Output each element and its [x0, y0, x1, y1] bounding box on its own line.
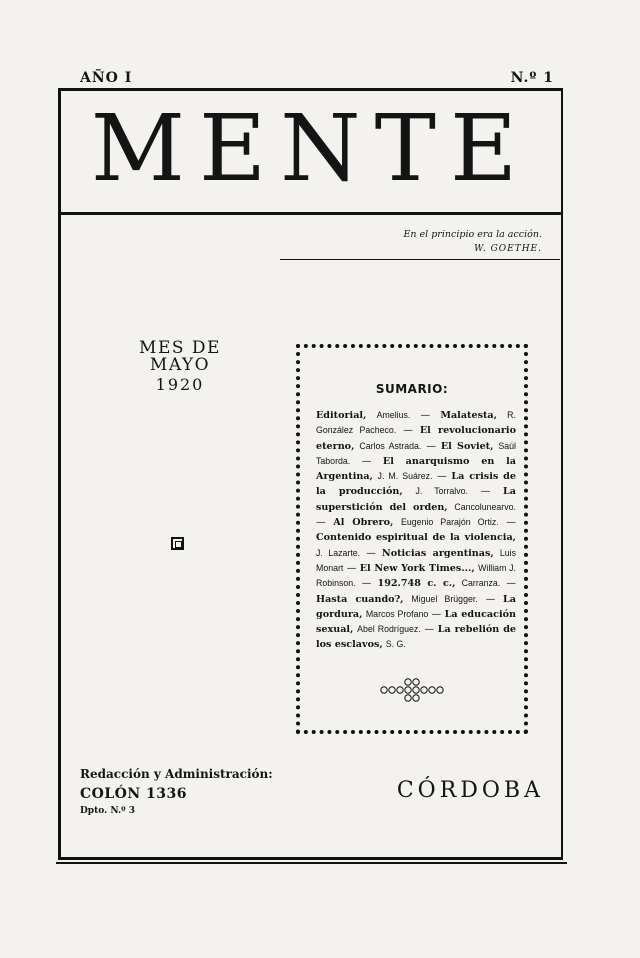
contents-entry: La gordura, Marcos Profano —	[316, 593, 516, 620]
contents-entry-author: Cancolunearvo.	[454, 501, 516, 512]
epigraph-quote: En el principio era la acción.	[403, 229, 542, 240]
floral-ornament-icon	[376, 678, 456, 702]
contents-entry-author: J. M. Suárez.	[377, 471, 433, 482]
contents-heading: SUMARIO:	[375, 382, 449, 396]
contents-entry: El New York Times..., William J. Robinson. —	[316, 562, 517, 590]
contents-entry-author: J. Lazarte.	[316, 547, 361, 558]
contents-entry-author: Carlos Astrada.	[359, 440, 422, 451]
contents-entry-author: J. Torralvo.	[415, 486, 468, 497]
issue-number: N.º 1	[510, 70, 554, 86]
contents-entry-author: Saúl Taborda.	[316, 440, 517, 466]
contents-entry-title: Contenido espiritual de la violencia,	[316, 532, 516, 544]
imprint-label: Redacción y Administración:	[80, 767, 273, 781]
contents-entry-author: Abel Rodríguez.	[357, 624, 421, 635]
frame-bottom-rule	[56, 862, 567, 864]
epigraph-author: W. GOETHE.	[474, 244, 542, 254]
contents-entry-author: William J. Robinson.	[316, 562, 517, 589]
contents-entry: Malatesta, R. González Pacheco. —	[316, 410, 516, 437]
contents-entry: El Soviet, Saúl Taborda. —	[316, 440, 517, 467]
contents-entry-author: Luis Monart	[316, 547, 516, 573]
contents-entry: La educación sexual, Abel Rodríguez. —	[316, 608, 516, 636]
masthead-rule	[60, 212, 562, 215]
contents-entry-title: 192.748 c. c.,	[377, 578, 456, 590]
contents-entry-title: El Soviet,	[440, 440, 494, 452]
contents-entry-title: Noticias argentinas,	[381, 547, 494, 559]
contents-entry-author: Eugenio Parajón Ortiz.	[401, 517, 499, 528]
contents-entry-title: La gordura,	[316, 593, 516, 620]
city-name: CÓRDOBA	[396, 778, 544, 803]
issue-month: MES DE MAYO	[139, 338, 221, 375]
imprint-dept: Dpto. N.º 3	[80, 806, 136, 817]
contents-entry-author: Amelius.	[376, 410, 411, 420]
contents-entry-author: Miguel Brügger.	[411, 593, 478, 604]
contents-entry-title: La superstición del orden,	[316, 486, 516, 513]
epigraph	[403, 228, 542, 256]
contents-entry: El anarquismo en la Argentina, J. M. Suárez. —	[316, 455, 516, 483]
contents-entry: Editorial, Amelius. —	[316, 410, 441, 421]
epigraph-rule	[280, 259, 560, 260]
contents-entry-title: La educación sexual,	[316, 608, 516, 636]
contents-entry: Noticias argentinas, Luis Monart —	[316, 547, 516, 574]
issue-year: 1920	[155, 375, 205, 394]
contents-entry: Hasta cuando?, Miguel Brügger. —	[316, 593, 503, 605]
contents-entry-author: Carranza.	[461, 578, 501, 589]
masthead-title: MENTE	[90, 95, 532, 202]
square-ornament-icon	[171, 537, 184, 550]
contents-entry: La superstición del orden, Cancolunearvo. —	[316, 486, 516, 529]
contents-entry: Al Obrero, Eugenio Parajón Ortiz. —	[333, 517, 516, 529]
contents-entry-title: El New York Times...,	[359, 562, 475, 574]
contents-entry-title: El anarquismo en la Argentina,	[316, 455, 516, 483]
contents-entry-author: R. González Pacheco.	[316, 410, 516, 436]
contents-entry-title: Editorial,	[316, 410, 367, 421]
contents-entry-author: S. G.	[385, 639, 406, 650]
contents-entry: Contenido espiritual de la violencia, J. Lazarte. —	[316, 532, 516, 559]
contents-entry-title: El revolucionario eterno,	[316, 425, 516, 452]
contents-entry-title: Al Obrero,	[333, 517, 394, 529]
contents-entry: La crisis de la producción, J. Torralvo. —	[316, 471, 516, 498]
contents-list	[316, 408, 516, 653]
contents-entry-author: Marcos Profano	[365, 608, 429, 619]
contents-entry: El revolucionario eterno, Carlos Astrada. —	[316, 425, 516, 452]
volume-label: AÑO I	[80, 70, 133, 86]
contents-entry-title: La rebelión de los esclavos,	[316, 624, 517, 651]
contents-entry-title: Hasta cuando?,	[316, 593, 404, 605]
contents-entry-title: Malatesta,	[440, 410, 497, 421]
contents-entry-title: La crisis de la producción,	[316, 471, 516, 498]
contents-entry: 192.748 c. c., Carranza. —	[377, 578, 517, 590]
contents-box	[296, 344, 528, 734]
imprint-street: COLÓN 1336	[80, 785, 188, 802]
imprint	[80, 765, 273, 819]
